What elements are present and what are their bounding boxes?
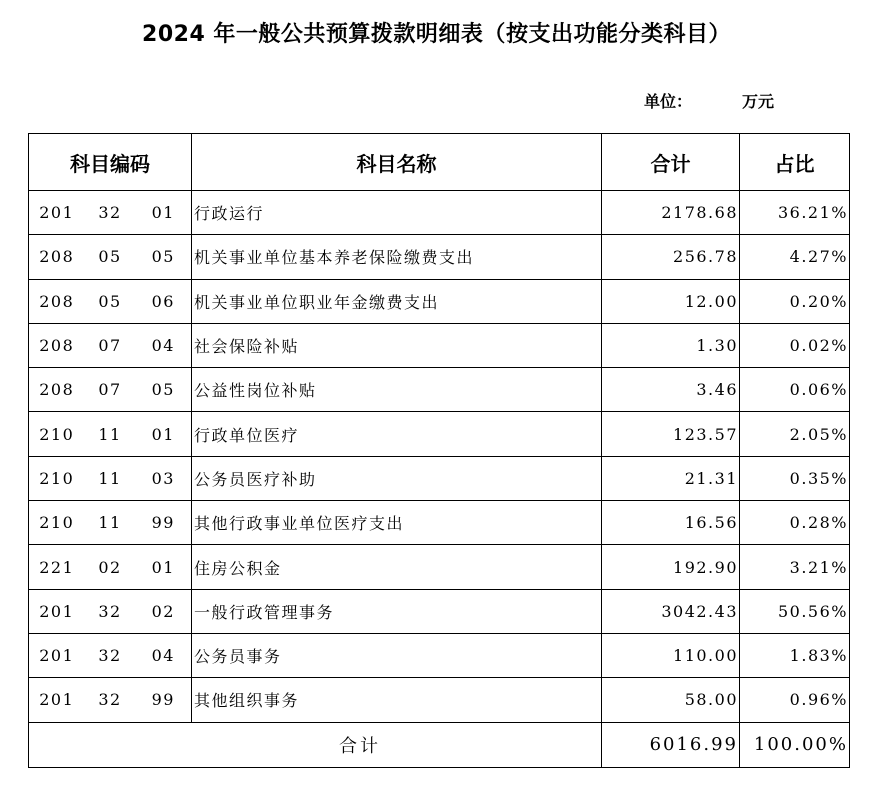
total-label: 合计 (29, 722, 602, 767)
table-row (29, 279, 850, 323)
amount-cell: 110.00 (602, 633, 740, 677)
amount-cell: 58.00 (602, 678, 740, 722)
amount-cell: 3042.43 (602, 589, 740, 633)
total-amount: 6016.99 (602, 722, 740, 767)
ratio-cell: 0.02% (740, 323, 850, 367)
code-section: 05 (85, 279, 136, 323)
code-class: 210 (29, 501, 85, 545)
code-section: 07 (85, 323, 136, 367)
table-row (29, 545, 850, 589)
header-row (29, 134, 850, 191)
code-section: 32 (85, 633, 136, 677)
table-row (29, 501, 850, 545)
code-item: 99 (136, 501, 192, 545)
header-ratio: 占比 (740, 134, 850, 191)
ratio-cell: 50.56% (740, 589, 850, 633)
subject-name: 一般行政管理事务 (192, 589, 602, 633)
amount-cell: 192.90 (602, 545, 740, 589)
subject-name: 公益性岗位补贴 (192, 368, 602, 412)
subject-name: 住房公积金 (192, 545, 602, 589)
table-row (29, 678, 850, 722)
ratio-cell: 4.27% (740, 235, 850, 279)
code-class: 210 (29, 456, 85, 500)
code-class: 208 (29, 323, 85, 367)
code-item: 06 (136, 279, 192, 323)
subject-name: 社会保险补贴 (192, 323, 602, 367)
amount-cell: 16.56 (602, 501, 740, 545)
code-class: 201 (29, 678, 85, 722)
ratio-cell: 2.05% (740, 412, 850, 456)
code-class: 208 (29, 368, 85, 412)
subject-name: 行政运行 (192, 191, 602, 235)
unit-label: 单位： (644, 92, 693, 111)
code-item: 05 (136, 235, 192, 279)
table-row (29, 323, 850, 367)
total-ratio: 100.00% (740, 722, 850, 767)
ratio-cell: 0.20% (740, 279, 850, 323)
ratio-cell: 3.21% (740, 545, 850, 589)
code-section: 11 (85, 412, 136, 456)
code-section: 32 (85, 589, 136, 633)
ratio-cell: 0.06% (740, 368, 850, 412)
code-section: 32 (85, 678, 136, 722)
ratio-cell: 36.21% (740, 191, 850, 235)
table-row (29, 456, 850, 500)
code-item: 03 (136, 456, 192, 500)
code-class: 208 (29, 235, 85, 279)
total-row (29, 722, 850, 767)
code-section: 11 (85, 501, 136, 545)
budget-table (28, 133, 850, 768)
code-class: 208 (29, 279, 85, 323)
code-item: 05 (136, 368, 192, 412)
code-section: 05 (85, 235, 136, 279)
code-item: 01 (136, 545, 192, 589)
header-code: 科目编码 (29, 134, 192, 191)
code-section: 32 (85, 191, 136, 235)
subject-name: 机关事业单位职业年金缴费支出 (192, 279, 602, 323)
code-item: 01 (136, 412, 192, 456)
table-row (29, 412, 850, 456)
amount-cell: 256.78 (602, 235, 740, 279)
amount-cell: 123.57 (602, 412, 740, 456)
code-class: 201 (29, 589, 85, 633)
table-row (29, 368, 850, 412)
header-name: 科目名称 (192, 134, 602, 191)
ratio-cell: 0.35% (740, 456, 850, 500)
code-section: 02 (85, 545, 136, 589)
ratio-cell: 0.96% (740, 678, 850, 722)
code-item: 04 (136, 633, 192, 677)
amount-cell: 1.30 (602, 323, 740, 367)
code-class: 210 (29, 412, 85, 456)
header-amount: 合计 (602, 134, 740, 191)
unit-value: 万元 (742, 92, 775, 111)
table-row (29, 589, 850, 633)
subject-name: 机关事业单位基本养老保险缴费支出 (192, 235, 602, 279)
ratio-cell: 1.83% (740, 633, 850, 677)
code-section: 11 (85, 456, 136, 500)
amount-cell: 2178.68 (602, 191, 740, 235)
subject-name: 其他行政事业单位医疗支出 (192, 501, 602, 545)
amount-cell: 21.31 (602, 456, 740, 500)
ratio-cell: 0.28% (740, 501, 850, 545)
code-item: 01 (136, 191, 192, 235)
code-class: 201 (29, 191, 85, 235)
table-row (29, 235, 850, 279)
amount-cell: 12.00 (602, 279, 740, 323)
code-item: 02 (136, 589, 192, 633)
code-section: 07 (85, 368, 136, 412)
amount-cell: 3.46 (602, 368, 740, 412)
subject-name: 公务员医疗补助 (192, 456, 602, 500)
table-row (29, 191, 850, 235)
code-class: 221 (29, 545, 85, 589)
page-title: 2024 年一般公共预算拨款明细表（按支出功能分类科目） (142, 22, 731, 47)
code-class: 201 (29, 633, 85, 677)
subject-name: 行政单位医疗 (192, 412, 602, 456)
code-item: 04 (136, 323, 192, 367)
code-item: 99 (136, 678, 192, 722)
subject-name: 其他组织事务 (192, 678, 602, 722)
table-row (29, 633, 850, 677)
subject-name: 公务员事务 (192, 633, 602, 677)
